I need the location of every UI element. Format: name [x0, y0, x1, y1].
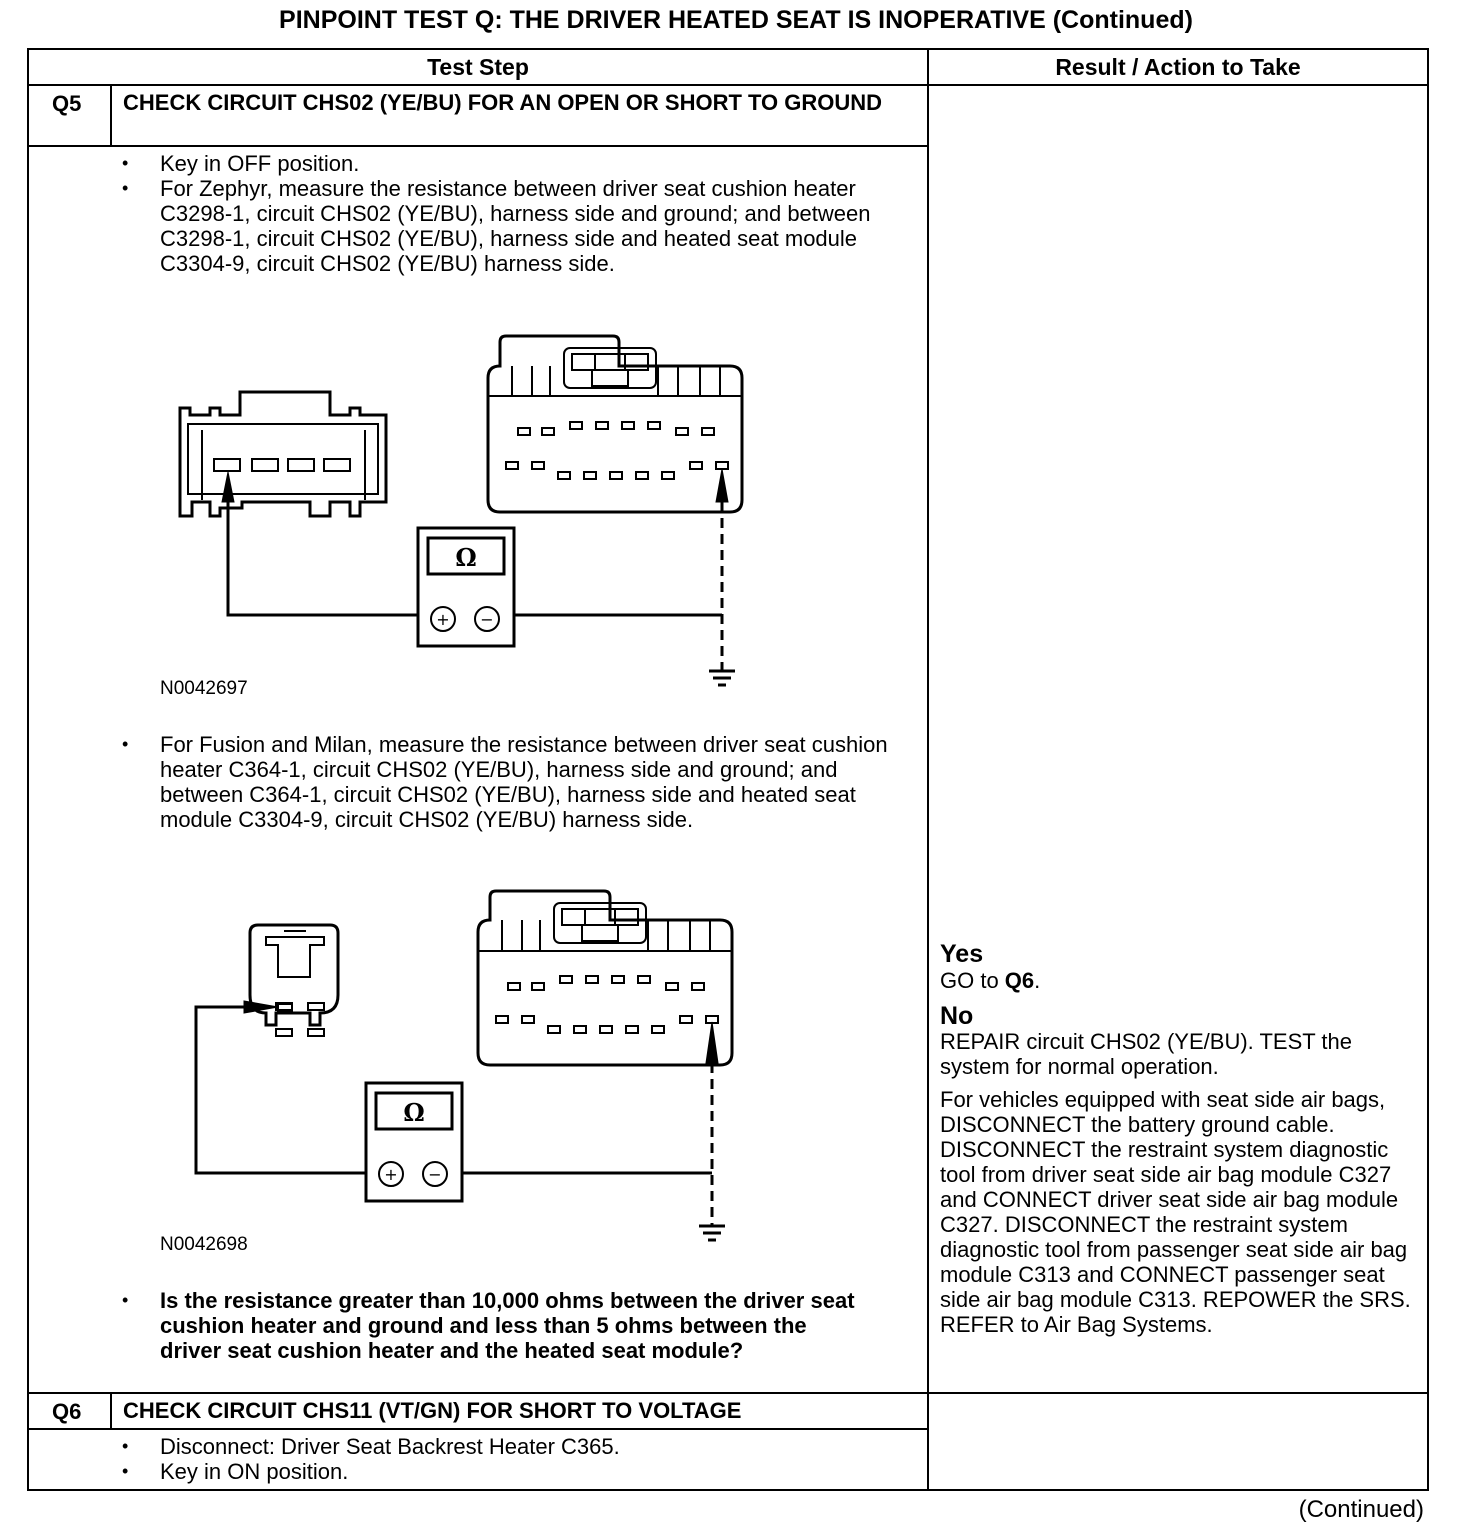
heated-seat-module-connector: [478, 891, 732, 1065]
bullet: •: [122, 734, 129, 754]
bullet: •: [122, 1436, 129, 1456]
result-no-text: REPAIR circuit CHS02 (YE/BU). TEST the system for normal operation.: [940, 1029, 1353, 1079]
q5-step-zephyr: For Zephyr, measure the resistance between driver seat cushion heater C3298-1, circuit CHS02 (YE/BU), harness side and ground; and between C3298-1, circuit CHS02 (YE/BU), harness side and heated seat module C3304-9, circuit CHS02 (YE/BU) harness side.: [160, 176, 871, 276]
minus-terminal-icon: −: [428, 1165, 442, 1184]
continued-footer: (Continued): [1298, 1496, 1424, 1523]
table-border-top: [27, 48, 1429, 50]
figure-id-fusion-milan: N0042698: [160, 1234, 248, 1255]
q5-step-fusion-milan: For Fusion and Milan, measure the resistance between driver seat cushion heater C364-1, circuit CHS02 (YE/BU), harness side and ground; and between C364-1, circuit CHS02 (YE/BU), harness side and heated seat module C3304-9, circuit CHS02 (YE/BU) harness side.: [160, 732, 888, 832]
fusion-milan-connector-diagram: [160, 885, 760, 1255]
bullet: •: [122, 153, 129, 173]
q6-heading: CHECK CIRCUIT CHS11 (VT/GN) FOR SHORT TO VOLTAGE: [123, 1398, 742, 1423]
q6-step-disconnect: Disconnect: Driver Seat Backrest Heater C365.: [160, 1434, 620, 1459]
q5-id-divider: [110, 84, 112, 146]
header-result-action: Result / Action to Take: [1055, 54, 1301, 80]
q5-step-key-off: Key in OFF position.: [160, 151, 360, 176]
table-border-left: [27, 48, 29, 1491]
plus-terminal-icon: +: [384, 1165, 398, 1184]
q5-heading: CHECK CIRCUIT CHS02 (YE/BU) FOR AN OPEN OR SHORT TO GROUND: [123, 90, 883, 115]
result-yes-target: Q6: [1004, 968, 1035, 993]
q5-question: Is the resistance greater than 10,000 ohms between the driver seat cushion heater and ground and less than 5 ohms between the driver seat cushion heater and the heated seat module?: [160, 1288, 855, 1363]
q5-step-id: Q5: [52, 91, 82, 116]
bullet: •: [122, 1290, 129, 1310]
q5-heading-divider: [27, 145, 928, 147]
q6-id-divider: [110, 1392, 112, 1429]
table-border-bottom: [27, 1489, 1429, 1491]
result-yes-label: Yes: [940, 940, 984, 968]
result-yes-text: GO to Q6.: [940, 968, 1041, 993]
result-no-airbag-text: For vehicles equipped with seat side air bags, DISCONNECT the battery ground cable. DISCONNECT the restraint system diagnostic tool from driver seat side air bag module C327 and CONNECT driver seat side air bag module C327. DISCONNECT the restraint system diagnostic tool from passenger seat side air bag module C313 and CONNECT passenger seat side air bag module C313. REPOWER the SRS. REFER to Air Bag Systems.: [940, 1087, 1411, 1337]
bullet: •: [122, 178, 129, 198]
plus-terminal-icon: +: [436, 610, 450, 629]
page-title: PINPOINT TEST Q: THE DRIVER HEATED SEAT IS INOPERATIVE (Continued): [279, 6, 1193, 34]
minus-terminal-icon: −: [480, 610, 494, 629]
zephyr-connector-diagram: [160, 330, 760, 700]
heated-seat-module-connector: [488, 336, 742, 512]
bullet: •: [122, 1461, 129, 1481]
table-header-divider: [27, 84, 1429, 86]
figure-id-zephyr: N0042697: [160, 678, 248, 699]
ohm-symbol: Ω: [403, 1098, 425, 1127]
q6-heading-divider: [27, 1428, 928, 1430]
seat-cushion-heater-connector: [180, 392, 386, 516]
header-test-step: Test Step: [427, 54, 529, 80]
result-no-label: No: [940, 1002, 974, 1030]
q6-divider: [27, 1392, 1429, 1394]
q6-step-id: Q6: [52, 1399, 82, 1424]
column-divider: [927, 48, 929, 1491]
table-border-right: [1427, 48, 1429, 1491]
ohm-symbol: Ω: [455, 543, 477, 572]
q6-step-key-on: Key in ON position.: [160, 1459, 349, 1484]
